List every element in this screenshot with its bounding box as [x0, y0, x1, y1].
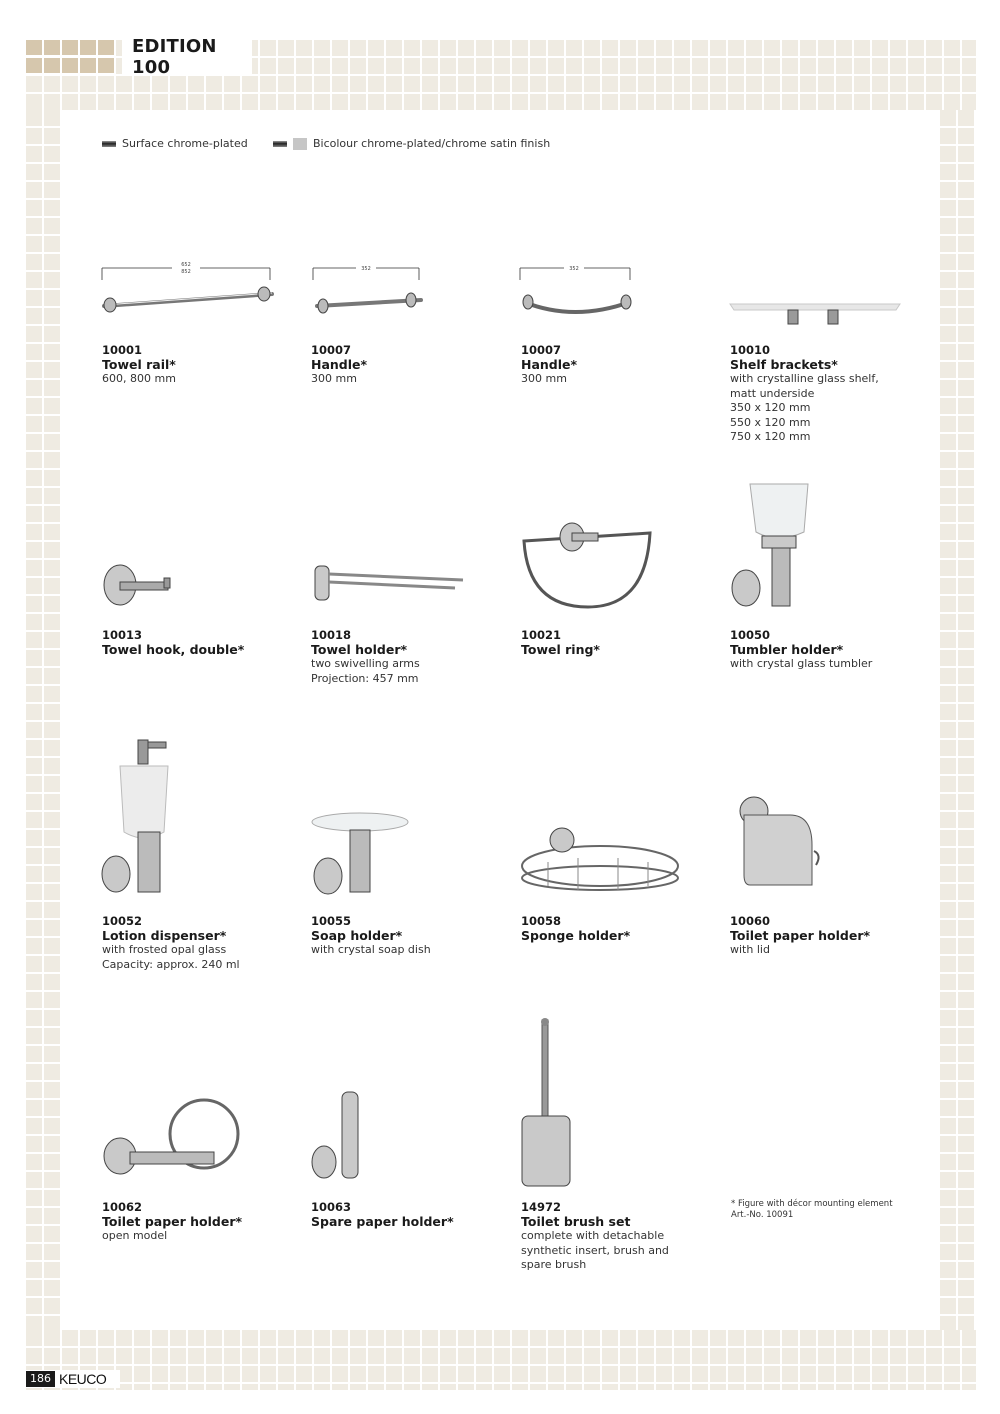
product-desc: open model	[102, 1229, 168, 1242]
page-number: 186	[26, 1371, 55, 1387]
product-name: Lotion dispenser*	[102, 928, 227, 943]
product-name: Spare paper holder*	[311, 1214, 454, 1229]
shelf-brackets-image	[728, 298, 903, 332]
legend-chrome	[102, 137, 248, 150]
sponge-holder-image	[518, 826, 682, 894]
product-code: 10050	[730, 628, 771, 642]
tile-border-bottom	[26, 1330, 976, 1390]
handle-curved-image	[518, 262, 636, 322]
product-code: 10007	[311, 343, 352, 357]
product-10060	[730, 914, 930, 958]
product-desc: with crystal soap dish	[311, 943, 431, 956]
product-code: 10010	[730, 343, 771, 357]
product-name: Handle*	[521, 357, 578, 372]
chrome-swatch-icon	[102, 141, 116, 147]
product-name: Shelf brackets*	[730, 357, 838, 372]
product-desc: with frosted opal glass Capacity: approx. 240 ml	[102, 943, 240, 971]
lotion-dispenser-image	[98, 736, 183, 898]
product-10058	[521, 914, 721, 943]
legend-bicolour	[273, 137, 550, 150]
product-name: Towel rail*	[102, 357, 176, 372]
product-desc: 300 mm	[521, 372, 567, 385]
product-code: 10058	[521, 914, 562, 928]
chrome-swatch-icon	[273, 141, 287, 147]
product-code: 14972	[521, 1200, 562, 1214]
product-desc: complete with detachable synthetic insert, brush and spare brush	[521, 1229, 669, 1271]
footnote: * Figure with décor mounting element Art.-No. 10091	[731, 1199, 893, 1220]
product-10055	[311, 914, 511, 958]
toilet-paper-holder-lid-image	[730, 795, 824, 891]
product-10050	[730, 628, 930, 672]
toilet-paper-holder-open-image	[100, 1096, 245, 1180]
product-10013	[102, 628, 302, 657]
product-code: 10001	[102, 343, 143, 357]
product-name: Towel holder*	[311, 642, 408, 657]
dimension-label: 852	[181, 269, 191, 275]
spare-paper-holder-image	[310, 1090, 370, 1182]
header-accent-tiles	[26, 40, 116, 74]
product-code: 10021	[521, 628, 562, 642]
soap-holder-image	[310, 810, 410, 896]
towel-hook-image	[100, 560, 180, 610]
product-10021	[521, 628, 721, 657]
product-10063	[311, 1200, 511, 1229]
handle-straight-image	[311, 262, 426, 318]
product-desc: two swivelling arms Projection: 457 mm	[311, 657, 420, 685]
product-code: 10060	[730, 914, 771, 928]
tumbler-holder-image	[728, 480, 814, 612]
product-desc: with crystal glass tumbler	[730, 657, 873, 670]
header	[122, 36, 252, 78]
product-name: Toilet brush set	[521, 1214, 631, 1229]
product-14972	[521, 1200, 721, 1273]
product-10001	[102, 343, 302, 387]
product-code: 10007	[521, 343, 562, 357]
dimension-label: 652	[181, 262, 191, 268]
toilet-brush-set-image	[512, 1016, 582, 1188]
product-10062	[102, 1200, 302, 1244]
product-name: Sponge holder*	[521, 928, 631, 943]
tile-border-right	[940, 110, 976, 1330]
product-name: Toilet paper holder*	[730, 928, 871, 943]
product-name: Towel hook, double*	[102, 642, 245, 657]
product-code: 10052	[102, 914, 143, 928]
product-name: Towel ring*	[521, 642, 600, 657]
product-10052	[102, 914, 302, 972]
product-10007-a	[311, 343, 511, 387]
product-desc: with crystalline glass shelf, matt underside 350 x 120 mm 550 x 120 mm 750 x 120 mm	[730, 372, 879, 443]
product-name: Toilet paper holder*	[102, 1214, 243, 1229]
legend-chrome-label: Surface chrome-plated	[122, 137, 248, 150]
product-name: Tumbler holder*	[730, 642, 844, 657]
towel-ring-image	[518, 515, 656, 613]
product-code: 10062	[102, 1200, 143, 1214]
product-name: Handle*	[311, 357, 368, 372]
satin-swatch-icon	[293, 138, 307, 150]
brand-logo: KEUCO	[59, 1371, 107, 1387]
product-name: Soap holder*	[311, 928, 403, 943]
product-code: 10063	[311, 1200, 352, 1214]
towel-holder-image	[313, 560, 468, 606]
footer	[26, 1370, 120, 1388]
product-code: 10013	[102, 628, 143, 642]
tile-border-left	[26, 110, 62, 1330]
product-10018	[311, 628, 511, 686]
product-code: 10055	[311, 914, 352, 928]
dimension-label: 352	[361, 266, 371, 272]
product-10010	[730, 343, 930, 445]
product-desc: 300 mm	[311, 372, 357, 385]
product-desc: 600, 800 mm	[102, 372, 176, 385]
product-10007-b	[521, 343, 721, 387]
dimension-label: 352	[569, 266, 579, 272]
product-desc: with lid	[730, 943, 770, 956]
product-code: 10018	[311, 628, 352, 642]
legend-bicolour-label: Bicolour chrome-plated/chrome satin finish	[313, 137, 551, 150]
towel-rail-image	[100, 258, 275, 318]
page-title: EDITION 100	[132, 36, 217, 78]
